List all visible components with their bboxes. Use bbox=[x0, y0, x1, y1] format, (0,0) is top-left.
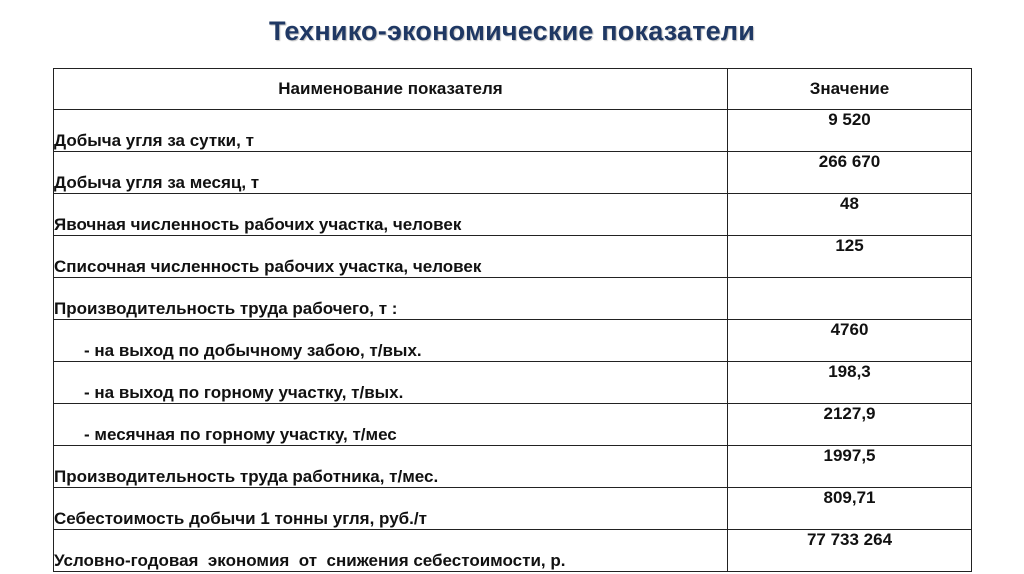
table-row bbox=[54, 110, 972, 152]
row-value: 125 bbox=[728, 236, 972, 278]
table-row bbox=[54, 530, 972, 572]
row-value: 9 520 bbox=[728, 110, 972, 152]
column-header-value: Значение bbox=[728, 69, 972, 110]
row-name: Условно-годовая экономия от снижения себестоимости, р. bbox=[54, 530, 728, 572]
table-row bbox=[54, 404, 972, 446]
row-name: Производительность труда рабочего, т : bbox=[54, 278, 728, 320]
row-name: Явочная численность рабочих участка, человек bbox=[54, 194, 728, 236]
row-value: 809,71 bbox=[728, 488, 972, 530]
row-name: Добыча угля за сутки, т bbox=[54, 110, 728, 152]
row-name: Списочная численность рабочих участка, человек bbox=[54, 236, 728, 278]
row-name: - на выход по горному участку, т/вых. bbox=[54, 362, 728, 404]
table-row bbox=[54, 152, 972, 194]
table-row bbox=[54, 362, 972, 404]
row-value: 48 bbox=[728, 194, 972, 236]
table-row bbox=[54, 236, 972, 278]
row-value: 4760 bbox=[728, 320, 972, 362]
table-row bbox=[54, 320, 972, 362]
indicators-table bbox=[53, 68, 972, 572]
table-row bbox=[54, 194, 972, 236]
row-value: 1997,5 bbox=[728, 446, 972, 488]
row-value: 198,3 bbox=[728, 362, 972, 404]
row-value bbox=[728, 278, 972, 320]
table-row bbox=[54, 278, 972, 320]
row-value: 266 670 bbox=[728, 152, 972, 194]
row-value: 77 733 264 bbox=[728, 530, 972, 572]
column-header-name: Наименование показателя bbox=[54, 69, 728, 110]
row-name: Себестоимость добычи 1 тонны угля, руб./т bbox=[54, 488, 728, 530]
page-title: Технико-экономические показатели bbox=[268, 16, 756, 46]
row-name: Добыча угля за месяц, т bbox=[54, 152, 728, 194]
table-row bbox=[54, 446, 972, 488]
table-header-row bbox=[54, 69, 972, 110]
row-name: - на выход по добычному забою, т/вых. bbox=[54, 320, 728, 362]
row-name: Производительность труда работника, т/мес. bbox=[54, 446, 728, 488]
row-name: - месячная по горному участку, т/мес bbox=[54, 404, 728, 446]
row-value: 2127,9 bbox=[728, 404, 972, 446]
table-row bbox=[54, 488, 972, 530]
